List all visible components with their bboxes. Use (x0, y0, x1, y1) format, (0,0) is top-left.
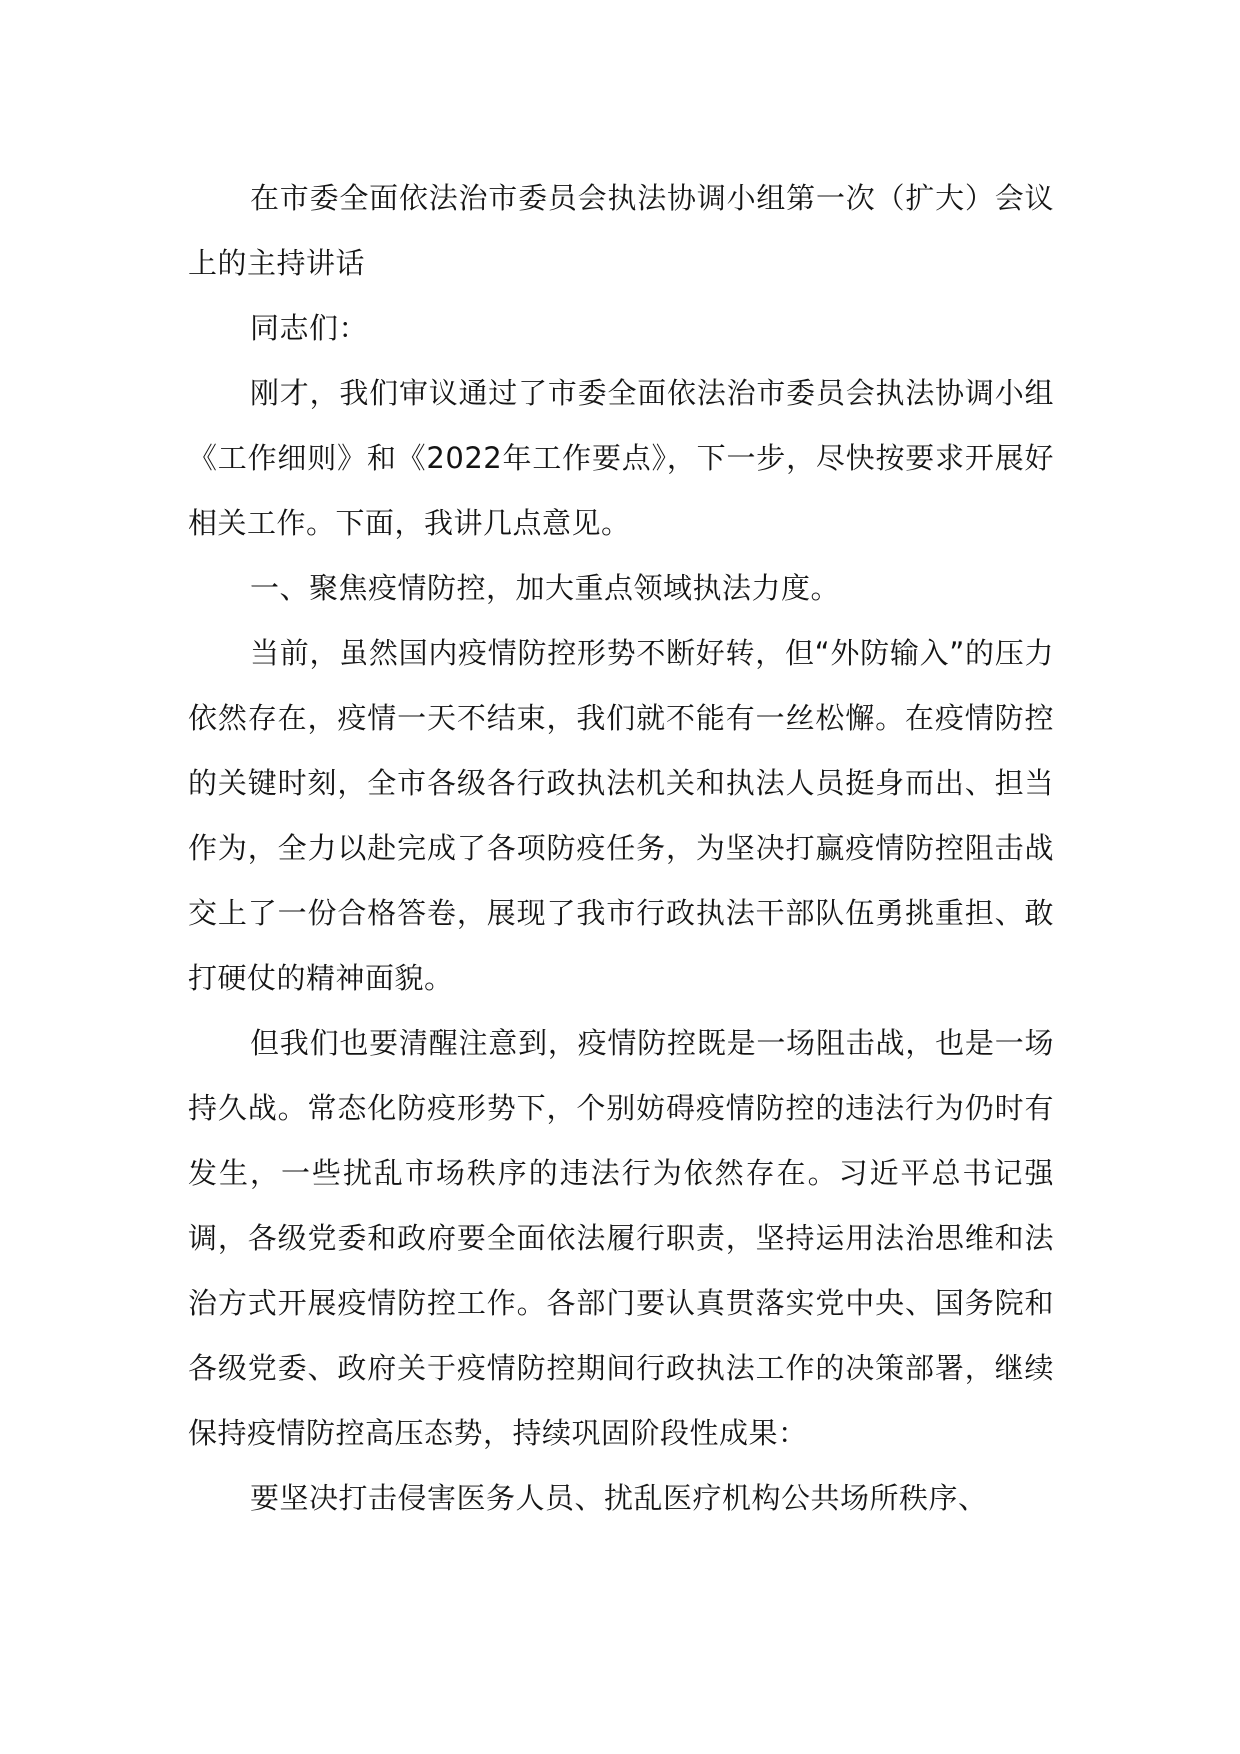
body-paragraph: 要坚决打击侵害医务人员、扰乱医疗机构公共场所秩序、 (250, 1481, 988, 1515)
document-title: 在市委全面依法治市委员会执法协调小组第一次（扩大）会议上的主持讲话 (188, 181, 1054, 280)
body-paragraph: 刚才，我们审议通过了市委全面依法治市委员会执法协调小组《工作细则》和《2022年工作要点》，下一步，尽快按要求开展好相关工作。下面，我讲几点意见。 (188, 376, 1054, 540)
salutation-paragraph: 同志们： (250, 311, 369, 345)
document-body (188, 166, 1054, 1531)
body-paragraph: 当前，虽然国内疫情防控形势不断好转，但“外防输入”的压力依然存在，疫情一天不结束，我们就不能有一丝松懈。在疫情防控的关键时刻，全市各级各行政执法机关和执法人员挺身而出、担当作为，全力以赴完成了各项防疫任务，为坚决打赢疫情防控阻击战交上了一份合格答卷，展现了我市行政执法干部队伍勇挑重担、敢打硬仗的精神面貌。 (188, 636, 1054, 995)
section-heading: 一、聚焦疫情防控，加大重点领域执法力度。 (250, 571, 841, 605)
body-paragraph: 但我们也要清醒注意到，疫情防控既是一场阻击战，也是一场持久战。常态化防疫形势下，个别妨碍疫情防控的违法行为仍时有发生，一些扰乱市场秩序的违法行为依然存在。习近平总书记强调，各级党委和政府要全面依法履行职责，坚持运用法治思维和法治方式开展疫情防控工作。各部门要认真贯落实党中央、国务院和各级党委、政府关于疫情防控期间行政执法工作的决策部署，继续保持疫情防控高压态势，持续巩固阶段性成果： (188, 1026, 1054, 1450)
